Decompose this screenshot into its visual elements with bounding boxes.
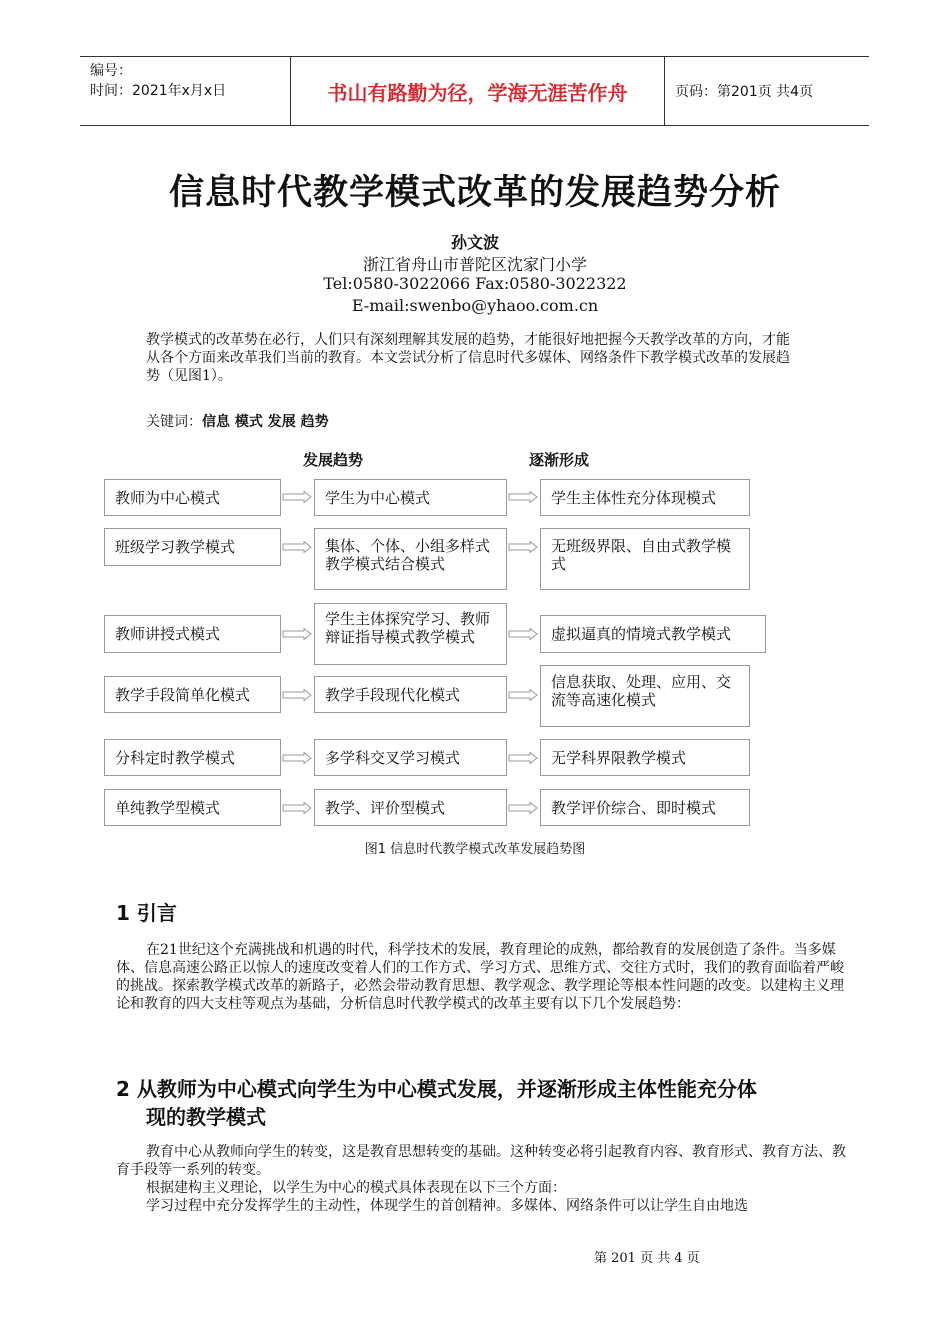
section-2-heading-line1: 2 从教师为中心模式向学生为中心模式发展，并逐渐形成主体性能充分体 (116, 1077, 757, 1101)
header-meta (80, 57, 291, 125)
diagram-box-r1-b: 集体、个体、小组多样式教学模式结合模式 (314, 528, 507, 590)
diagram-box-r4-c: 无学科界限教学模式 (540, 739, 750, 776)
arrow-icon (282, 628, 312, 640)
diagram-box-r2-a: 教师讲授式模式 (104, 615, 281, 653)
diagram-box-r2-b: 学生主体探究学习、教师辩证指导模式教学模式 (314, 603, 507, 665)
diagram-col-head-trend: 发展趋势 (303, 451, 364, 469)
diagram-box-r3-b: 教学手段现代化模式 (314, 676, 507, 713)
header-motto: 书山有路勤为径，学海无涯苦作舟 (291, 57, 665, 125)
section-2-text-3: 学习过程中充分发挥学生的主动性，体现学生的首创精神。多媒体、网络条件可以让学生自由地选 (146, 1198, 748, 1214)
diagram-box-r0-a: 教师为中心模式 (104, 479, 281, 516)
contact-email: E-mail:swenbo@yhaoo.com.cn (351, 296, 599, 315)
contact-tel: Tel:0580-3022066 Fax:0580-3022322 (323, 274, 627, 293)
number-label: 编号： (90, 63, 132, 79)
page-footer: 第 201 页 共 4 页 (594, 1251, 700, 1266)
arrow-icon (282, 802, 312, 814)
diagram-box-r5-c: 教学评价综合、即时模式 (540, 789, 750, 826)
section-2-text-1: 教育中心从教师向学生的转变，这是教育思想转变的基础。这种转变必将引起教育内容、教育形式、教育方法、教育手段等一系列的转变。 (116, 1144, 846, 1178)
section-2-para-1 (116, 1143, 846, 1179)
arrow-icon (282, 491, 312, 503)
arrow-icon (508, 541, 538, 553)
time-label: 时间：2021年x月x日 (90, 83, 227, 99)
section-2-heading-line2: 现的教学模式 (146, 1105, 266, 1129)
affiliation: 浙江省舟山市普陀区沈家门小学 (362, 255, 587, 274)
arrow-icon (282, 752, 312, 764)
keywords-label: 关键词： (146, 414, 202, 430)
diagram-box-r0-b: 学生为中心模式 (314, 479, 507, 516)
arrow-icon (508, 802, 538, 814)
section-1-text: 在21世纪这个充满挑战和机遇的时代，科学技术的发展，教育理论的成熟，都给教育的发展创造了条件。当多媒体、信息高速公路正以惊人的速度改变着人们的工作方式、学习方式、思维方式、交往方式时，我们的教育面临着严峻的挑战。探索教学模式改革的新路子，必然会带动教育思想、教学观念、教学理论等根本性问题的改变。以建构主义理论和教育的四大支柱等观点为基础，分析信息时代教学模式的改革主要有以下几个发展趋势： (116, 942, 844, 1012)
document-title: 信息时代教学模式改革的发展趋势分析 (168, 173, 781, 213)
arrow-icon (508, 628, 538, 640)
arrow-icon (508, 752, 538, 764)
arrow-icon (282, 541, 312, 553)
diagram-box-r4-b: 多学科交叉学习模式 (314, 739, 507, 776)
diagram-col-head-formed: 逐渐形成 (529, 451, 590, 469)
diagram-box-r3-a: 教学手段简单化模式 (104, 676, 281, 713)
section-1-heading: 1 引言 (116, 901, 177, 925)
section-2-text-2: 根据建构主义理论，以学生为中心的模式具体表现在以下三个方面： (146, 1180, 566, 1196)
abstract: 教学模式的改革势在必行，人们只有深刻理解其发展的趋势，才能很好地把握今天教学改革的方向，才能从各个方面来改革我们当前的教育。本文尝试分析了信息时代多媒体、网络条件下教学模式改革的发展趋势（见图1）。 (146, 332, 790, 384)
section-2-para-2 (116, 1179, 846, 1197)
section-1-body (116, 941, 846, 1013)
author: 孙文波 (450, 233, 499, 252)
diagram-box-r2-c: 虚拟逼真的情境式教学模式 (540, 615, 766, 653)
diagram-box-r4-a: 分科定时教学模式 (104, 739, 281, 776)
diagram-box-r1-c: 无班级界限、自由式教学模式 (540, 528, 750, 590)
arrow-icon (508, 689, 538, 701)
arrow-icon (508, 491, 538, 503)
keywords-value: 信息 模式 发展 趋势 (202, 414, 329, 430)
diagram-box-r5-b: 教学、评价型模式 (314, 789, 507, 826)
figure-caption: 图1 信息时代教学模式改革发展趋势图 (364, 842, 586, 857)
diagram-box-r5-a: 单纯教学型模式 (104, 789, 281, 826)
page-header (80, 56, 869, 126)
diagram-box-r0-c: 学生主体性充分体现模式 (540, 479, 750, 516)
diagram-box-r3-c: 信息获取、处理、应用、交流等高速化模式 (540, 665, 750, 727)
keywords-line (146, 411, 329, 431)
section-2-para-3 (116, 1197, 846, 1215)
diagram-box-r1-a: 班级学习教学模式 (104, 528, 281, 566)
header-page-label: 页码：第201页 共4页 (675, 84, 814, 100)
arrow-icon (282, 689, 312, 701)
